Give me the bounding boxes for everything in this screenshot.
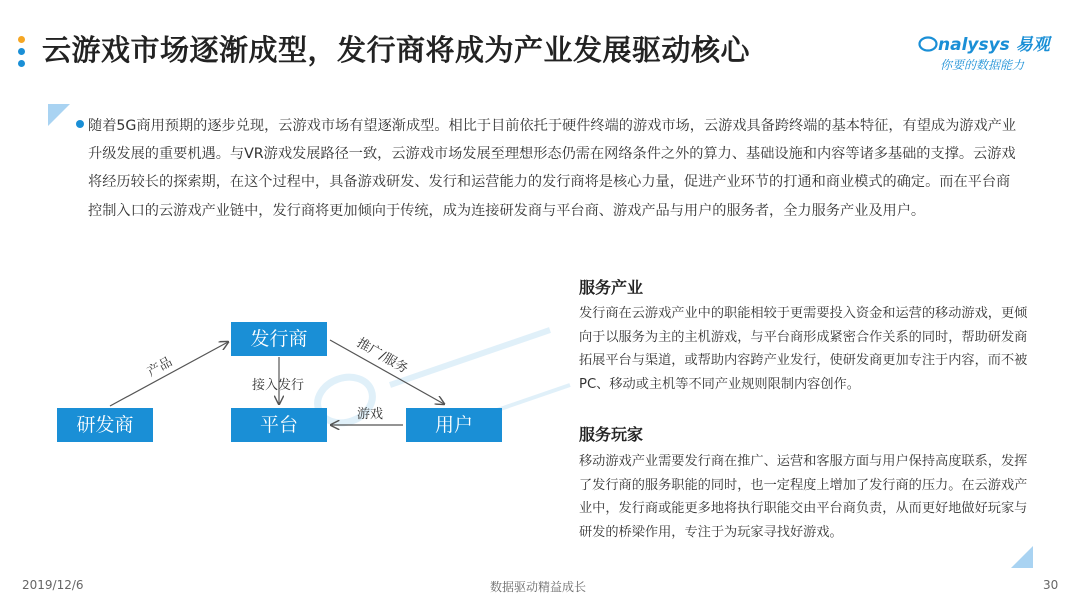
logo-wordmark [918, 30, 1058, 55]
dot-blue [18, 60, 25, 67]
corner-triangle-top [48, 104, 70, 126]
edge-label-promote: 推广/服务 [354, 335, 411, 377]
edge-label-product: 产品 [144, 354, 175, 380]
analysys-logo [918, 30, 1058, 74]
edge-label-game: 游戏 [357, 407, 384, 422]
intro-paragraph: 随着5G商用预期的逐步兑现，云游戏市场有望逐渐成型。相比于目前依托于硬件终端的游戏市场，云游戏具备跨终端的基本特征，有望成为游戏产业升级发展的重要机遇。与VR游戏发展路径一致，云游戏市场发展至理想形态仍需在网络条件之外的算力、基础设施和内容等诸多基础的支撑。云游戏将经历较长的探索期，在这个过程中，具备游戏研发、发行和运营能力的发行商将是核心力量，促进产业环节的打通和商业模式的确定。而在平台商控制入口的云游戏产业链中，发行商将更加倾向于传统，成为连接研发商与平台商、游戏产品与用户的服务者，全力服务产业及用户。 [88, 118, 1017, 219]
section-title-serve-players: 服务玩家 [579, 425, 644, 444]
dot-blue [18, 48, 25, 55]
page-number: 30 [1043, 578, 1059, 592]
footer-date: 2019/12/6 [22, 578, 84, 592]
edge-product [110, 342, 228, 406]
node-user: 用户 [406, 408, 502, 442]
node-developer: 研发商 [57, 408, 153, 442]
edge-label-access: 接入发行 [252, 378, 305, 393]
logo-text: nalysys 易观 [938, 35, 1050, 55]
corner-triangle-bottom [1011, 546, 1033, 568]
footer-slogan: 数据驱动精益成长 [490, 580, 587, 594]
section-title-serve-industry: 服务产业 [579, 278, 644, 297]
node-platform: 平台 [231, 408, 327, 442]
section-body-serve-players: 移动游戏产业需要发行商在推广、运营和客服方面与用户保持高度联系，发挥了发行商的服务职能的同时，也一定程度上增加了发行商的压力。在云游戏产业中，发行商或能更多地将执行职能交由平台商负责，从而更好地做好玩家与研发的桥梁作用，专注于为玩家寻找好游戏。 [579, 454, 1028, 540]
logo-a-icon [918, 36, 938, 52]
dot-orange [18, 36, 25, 43]
title-dots [18, 36, 26, 72]
bullet-dot [76, 120, 84, 128]
node-publisher: 发行商 [231, 322, 327, 356]
page-title: 云游戏市场逐渐成型，发行商将成为产业发展驱动核心 [42, 33, 751, 67]
logo-tagline: 你要的数据能力 [940, 58, 1025, 72]
section-body-serve-industry: 发行商在云游戏产业中的职能相较于更需要投入资金和运营的移动游戏，更倾向于以服务为主的主机游戏，与平台商形成紧密合作关系的同时，帮助研发商拓展平台与渠道，或帮助内容跨产业发行，使研发商更加专注于内容，而不被PC、移动或主机等不同产业规则限制内容创作。 [579, 306, 1028, 392]
